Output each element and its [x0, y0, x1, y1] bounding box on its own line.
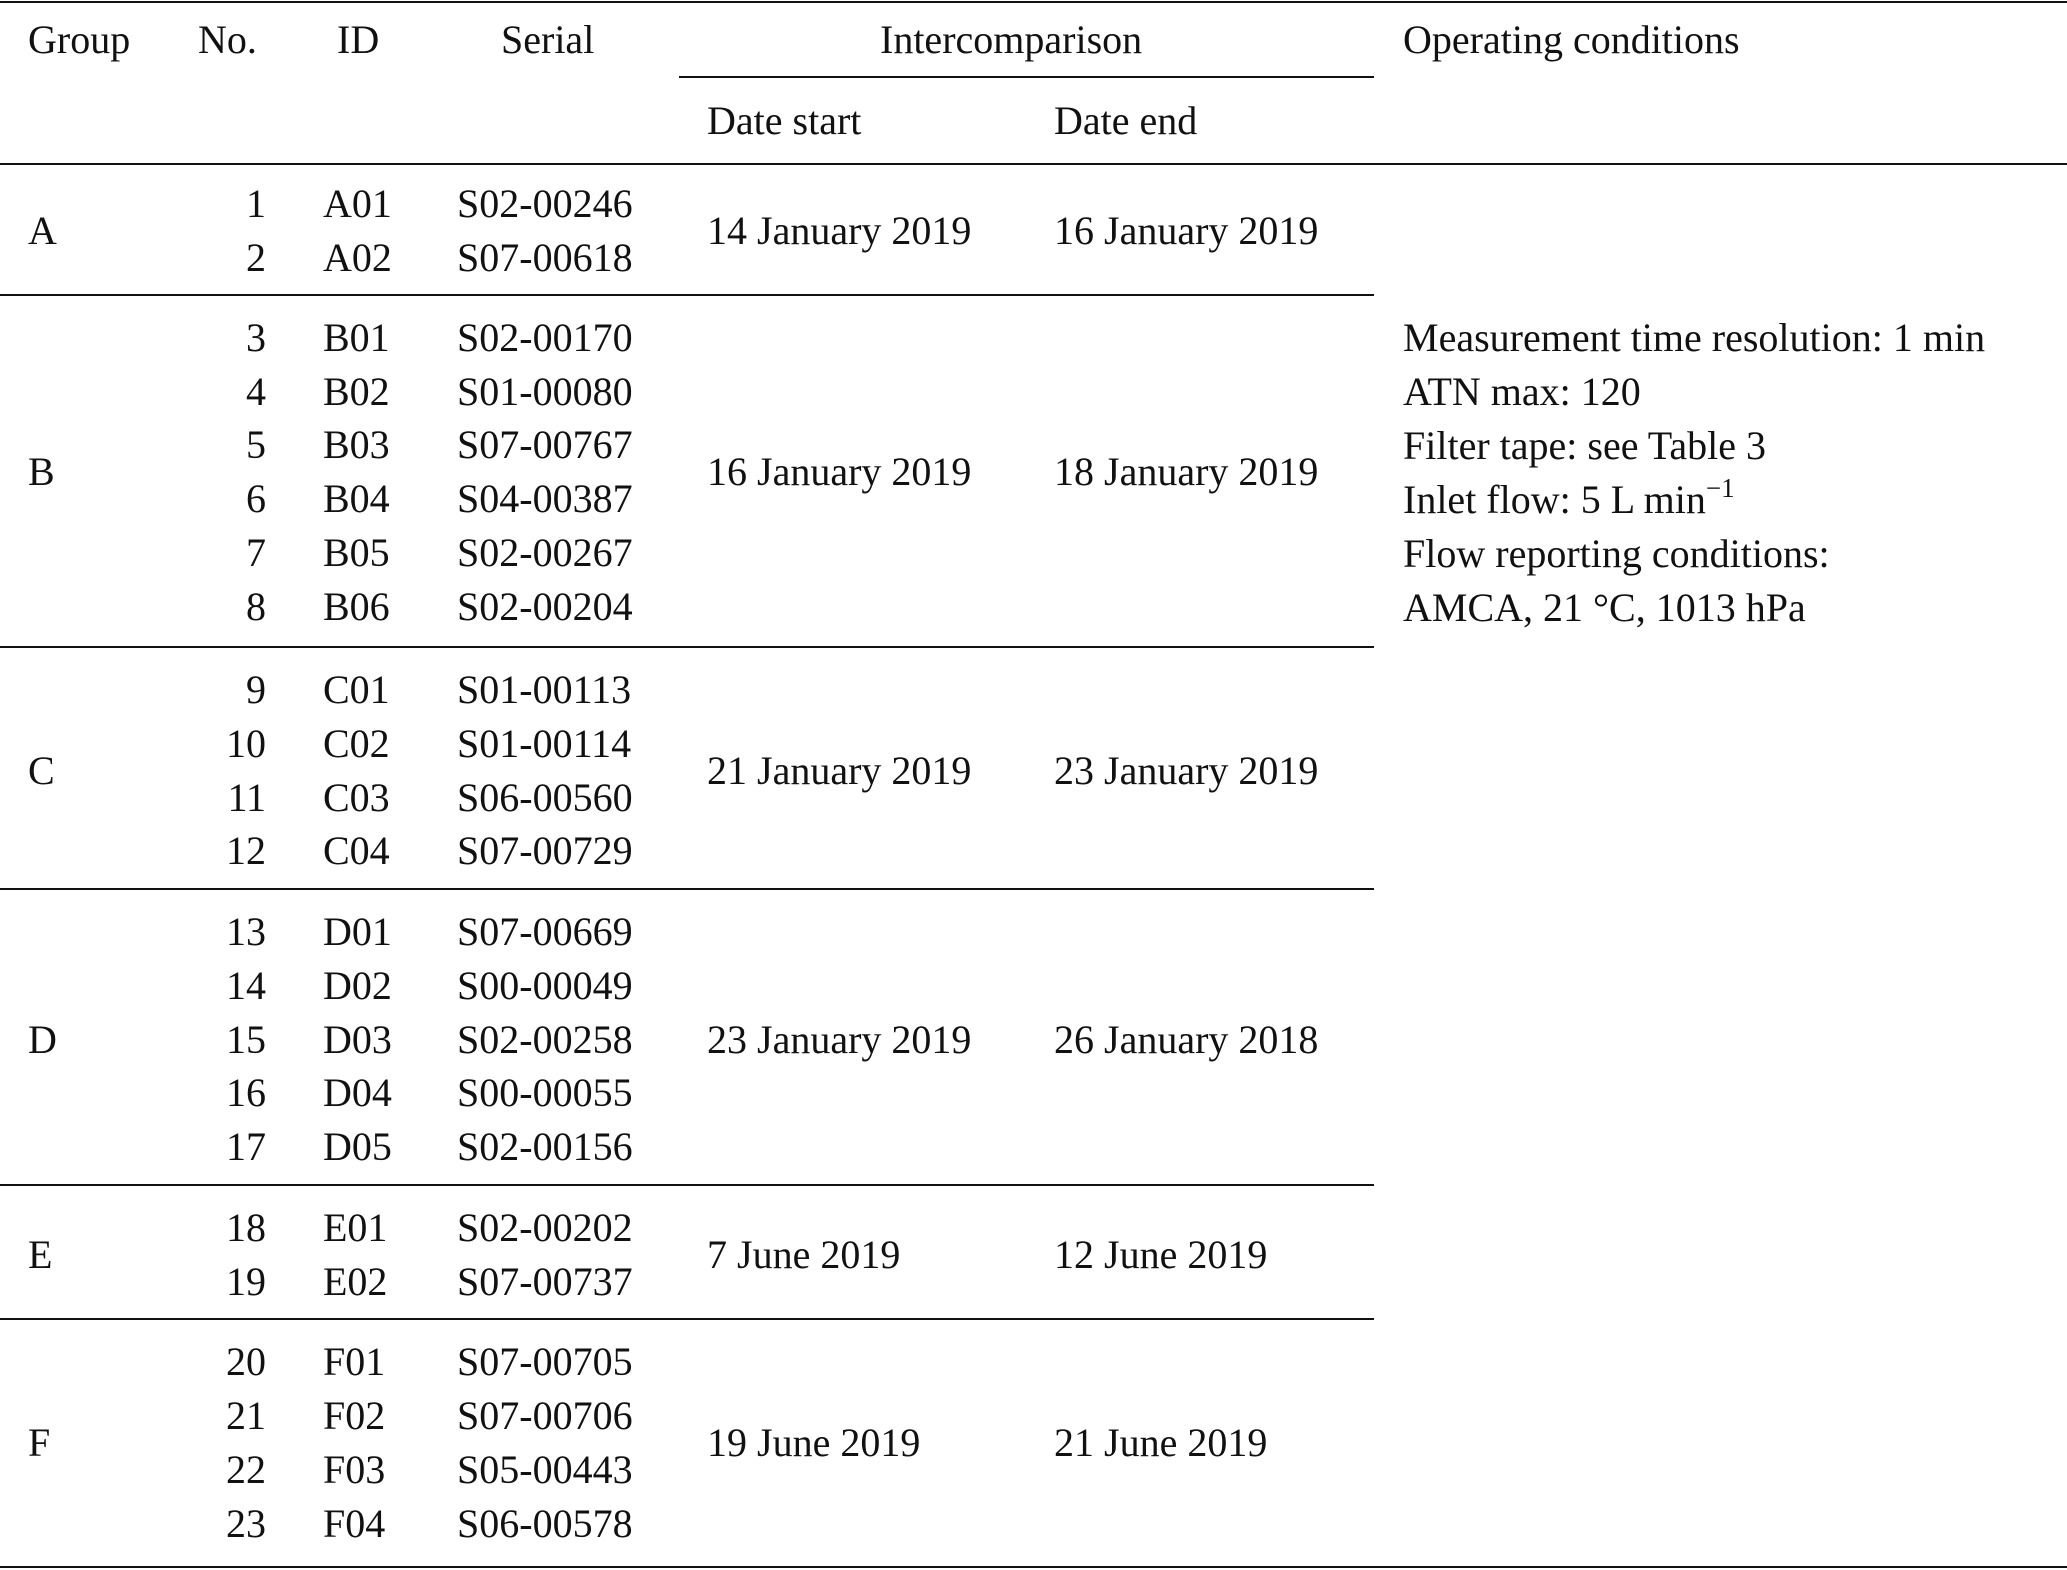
row-id: B05: [323, 530, 390, 575]
row-serial: S02-00204: [457, 584, 633, 629]
header-operating-conditions: Operating conditions: [1403, 17, 1740, 62]
date-start: 7 June 2019: [707, 1232, 901, 1277]
row-serial: S07-00669: [457, 909, 633, 954]
date-start: 16 January 2019: [707, 449, 972, 494]
row-serial: S07-00737: [457, 1259, 633, 1304]
row-serial: S06-00560: [457, 775, 633, 820]
group-label: C: [28, 748, 55, 793]
group-separator: [0, 888, 1374, 890]
operating-conditions-cell: [1403, 311, 1985, 635]
row-serial: S01-00113: [457, 667, 632, 712]
date-end: 26 January 2018: [1054, 1017, 1319, 1062]
row-serial: S07-00729: [457, 828, 633, 873]
row-id: E02: [323, 1259, 388, 1304]
row-id: F01: [323, 1339, 386, 1384]
header-group: Group: [28, 17, 131, 62]
row-id: C03: [323, 775, 390, 820]
date-end: 21 June 2019: [1054, 1420, 1268, 1465]
row-serial: S06-00578: [457, 1501, 633, 1546]
row-no: 1: [246, 181, 266, 226]
header-id: ID: [337, 17, 380, 62]
row-id: D05: [323, 1124, 392, 1169]
header-date-end: Date end: [1054, 98, 1198, 143]
row-no: 3: [246, 315, 266, 360]
row-serial: S01-00080: [457, 369, 633, 414]
row-id: B01: [323, 315, 390, 360]
intercomparison-subrule: [679, 76, 1374, 78]
row-no: 7: [246, 530, 266, 575]
row-no: 22: [226, 1447, 266, 1492]
row-serial: S00-00049: [457, 963, 633, 1008]
row-no: 16: [226, 1070, 266, 1115]
row-id: C04: [323, 828, 390, 873]
condition-flow-reporting-values: AMCA, 21 °C, 1013 hPa: [1403, 585, 1806, 630]
row-serial: S07-00705: [457, 1339, 633, 1384]
row-id: A02: [323, 235, 392, 280]
row-serial: S02-00246: [457, 181, 633, 226]
header-no: No.: [198, 17, 257, 62]
date-start: 14 January 2019: [707, 208, 972, 253]
row-no: 5: [246, 422, 266, 467]
date-end: 18 January 2019: [1054, 449, 1319, 494]
row-no: 21: [226, 1393, 266, 1438]
row-no: 23: [226, 1501, 266, 1546]
row-id: C01: [323, 667, 390, 712]
row-id: B06: [323, 584, 390, 629]
group-label: F: [28, 1420, 51, 1465]
row-no: 4: [246, 369, 266, 414]
row-serial: S00-00055: [457, 1070, 633, 1115]
row-no: 2: [246, 235, 266, 280]
header-bottom-rule: [0, 163, 2067, 165]
group-label: E: [28, 1232, 53, 1277]
condition-inlet-flow: [1403, 473, 1985, 527]
row-serial: S07-00618: [457, 235, 633, 280]
date-end: 16 January 2019: [1054, 208, 1319, 253]
row-id: A01: [323, 181, 392, 226]
row-serial: S01-00114: [457, 721, 632, 766]
row-no: 8: [246, 584, 266, 629]
row-no: 14: [226, 963, 266, 1008]
date-end: 12 June 2019: [1054, 1232, 1268, 1277]
row-no: 11: [227, 775, 266, 820]
row-no: 12: [226, 828, 266, 873]
group-label: A: [28, 208, 57, 253]
row-id: B02: [323, 369, 390, 414]
group-separator: [0, 1184, 1374, 1186]
inlet-flow-text: Inlet flow: 5 L min: [1403, 477, 1706, 522]
group-separator: [0, 646, 1374, 648]
row-serial: S02-00156: [457, 1124, 633, 1169]
header-intercomparison: Intercomparison: [880, 17, 1143, 62]
row-no: 15: [226, 1017, 266, 1062]
date-end: 23 January 2019: [1054, 748, 1319, 793]
row-id: D01: [323, 909, 392, 954]
row-serial: S02-00267: [457, 530, 633, 575]
row-id: F04: [323, 1501, 386, 1546]
row-no: 18: [226, 1205, 266, 1250]
condition-flow-reporting: Flow reporting conditions:: [1403, 531, 1830, 576]
row-id: D03: [323, 1017, 392, 1062]
row-no: 17: [226, 1124, 266, 1169]
condition-atn-max: ATN max: 120: [1403, 369, 1641, 414]
row-id: D02: [323, 963, 392, 1008]
row-serial: S02-00202: [457, 1205, 633, 1250]
row-no: 20: [226, 1339, 266, 1384]
row-serial: S07-00706: [457, 1393, 633, 1438]
row-serial: S02-00258: [457, 1017, 633, 1062]
row-serial: S05-00443: [457, 1447, 633, 1492]
date-start: 23 January 2019: [707, 1017, 972, 1062]
inlet-flow-exponent: −1: [1705, 472, 1735, 503]
table-bottom-rule: [0, 1566, 2067, 1568]
group-separator: [0, 294, 1374, 296]
header-serial: Serial: [501, 17, 595, 62]
row-no: 9: [246, 667, 266, 712]
date-start: 19 June 2019: [707, 1420, 921, 1465]
row-id: F03: [323, 1447, 386, 1492]
row-id: B04: [323, 476, 390, 521]
group-label: B: [28, 449, 55, 494]
row-serial: S04-00387: [457, 476, 633, 521]
row-no: 13: [226, 909, 266, 954]
row-id: E01: [323, 1205, 388, 1250]
group-label: D: [28, 1017, 57, 1062]
row-serial: S02-00170: [457, 315, 633, 360]
group-separator: [0, 1318, 1374, 1320]
date-start: 21 January 2019: [707, 748, 972, 793]
row-id: C02: [323, 721, 390, 766]
row-id: D04: [323, 1070, 392, 1115]
row-no: 6: [246, 476, 266, 521]
row-no: 19: [226, 1259, 266, 1304]
condition-time-resolution: Measurement time resolution: 1 min: [1403, 315, 1986, 360]
row-serial: S07-00767: [457, 422, 633, 467]
row-no: 10: [226, 721, 266, 766]
header-date-start: Date start: [707, 98, 862, 143]
row-id: B03: [323, 422, 390, 467]
row-id: F02: [323, 1393, 386, 1438]
table-top-rule: [0, 1, 2067, 3]
condition-filter-tape: Filter tape: see Table 3: [1403, 423, 1767, 468]
